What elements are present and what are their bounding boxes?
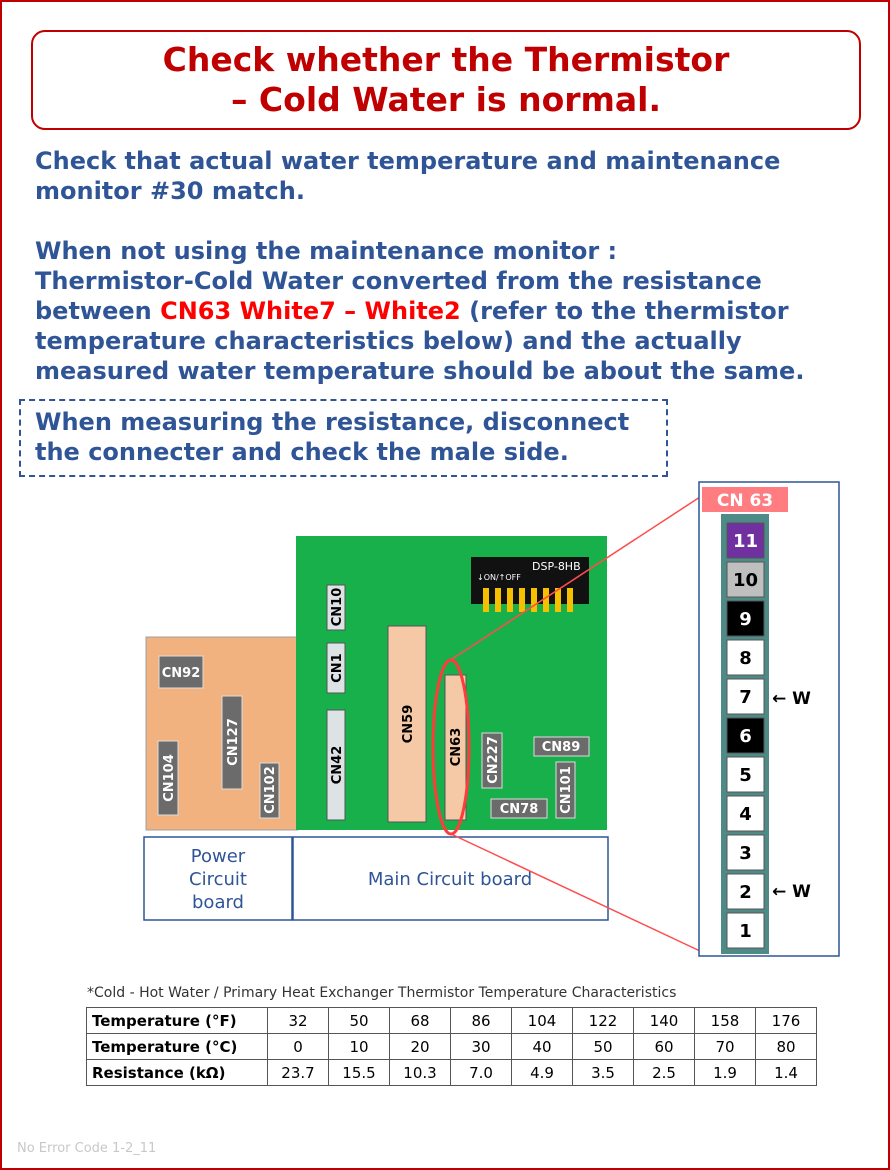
table-cell: 1.9	[695, 1060, 756, 1086]
thermistor-characteristics-table	[86, 1007, 817, 1086]
cn89-label: CN89	[541, 740, 581, 755]
pin-2-label: 2	[739, 882, 752, 903]
table-cell: 4.9	[512, 1060, 573, 1086]
table-cell: 50	[329, 1008, 390, 1034]
cn227-label: CN227	[486, 736, 501, 784]
power-board-label-3: board	[192, 892, 244, 913]
main-board-label: Main Circuit board	[367, 869, 533, 890]
cn101-label: CN101	[559, 766, 574, 814]
row-label: Resistance (kΩ)	[87, 1060, 268, 1086]
cn1-label: CN1	[330, 653, 345, 683]
cn42-label: CN42	[330, 745, 345, 785]
table-cell: 140	[634, 1008, 695, 1034]
table-cell: 70	[695, 1034, 756, 1060]
cn92-label: CN92	[161, 666, 201, 681]
table-row	[87, 1008, 817, 1034]
dip-switch-label: DSP-8HB	[532, 560, 581, 573]
para2-line-1: When not using the maintenance monitor :	[35, 237, 618, 265]
table-caption: *Cold - Hot Water / Primary Heat Exchanger Thermistor Temperature Characteristics	[87, 985, 677, 1001]
cn104-label: CN104	[162, 754, 177, 802]
pin-7-label: 7	[739, 687, 752, 708]
table-cell: 50	[573, 1034, 634, 1060]
title-line-2: – Cold Water is normal.	[230, 80, 662, 119]
para1-line-1: Check that actual water temperature and maintenance	[35, 147, 781, 175]
pin-7-white-mark: ← W	[772, 689, 811, 709]
table-cell: 10.3	[390, 1060, 451, 1086]
table-cell: 68	[390, 1008, 451, 1034]
para1-line-2: monitor #30 match.	[35, 177, 305, 205]
table-cell: 86	[451, 1008, 512, 1034]
cn78-label: CN78	[499, 802, 539, 817]
dip-switch-sublabel: ↓ON/↑OFF	[477, 573, 521, 582]
table-cell: 40	[512, 1034, 573, 1060]
page-footer: No Error Code 1-2_11	[17, 1141, 157, 1156]
pin-8-label: 8	[739, 648, 752, 669]
table-row	[87, 1034, 817, 1060]
row-label: Temperature (°F)	[87, 1008, 268, 1034]
cn102-label: CN102	[263, 766, 278, 814]
table-cell: 7.0	[451, 1060, 512, 1086]
table-cell: 23.7	[268, 1060, 329, 1086]
para2-line-4: temperature characteristics below) and the actually	[35, 327, 742, 355]
power-board-label-2: Circuit	[189, 869, 247, 890]
table-cell: 80	[756, 1034, 817, 1060]
pin-5-label: 5	[739, 765, 752, 786]
connector-pins	[727, 523, 764, 948]
note-line-2: the connecter and check the male side.	[35, 438, 569, 466]
title-line-1: Check whether the Thermistor	[162, 40, 730, 79]
table-cell: 15.5	[329, 1060, 390, 1086]
table-cell: 2.5	[634, 1060, 695, 1086]
table-cell: 176	[756, 1008, 817, 1034]
table-cell: 1.4	[756, 1060, 817, 1086]
pin-9-label: 9	[739, 609, 752, 630]
table-cell: 30	[451, 1034, 512, 1060]
pin-2-white-mark: ← W	[772, 882, 811, 902]
para2-line-3-pre: between	[35, 297, 161, 325]
table-cell: 20	[390, 1034, 451, 1060]
pin-4-label: 4	[739, 804, 752, 825]
cn63-white-highlight: CN63 White7 – White2	[160, 297, 461, 325]
para2-line-2: Thermistor-Cold Water converted from the resistance	[35, 267, 762, 295]
pin-10-label: 10	[732, 570, 759, 591]
note-line-1: When measuring the resistance, disconnect	[35, 408, 630, 436]
pin-1-label: 1	[739, 921, 752, 942]
pin-6-label: 6	[739, 726, 752, 747]
cn59-label: CN59	[401, 704, 416, 744]
para2-line-3-post: (refer to the thermistor	[460, 297, 789, 325]
pin-11-label: 11	[732, 531, 759, 552]
table-cell: 10	[329, 1034, 390, 1060]
table-row	[87, 1060, 817, 1086]
pin-3-label: 3	[739, 843, 752, 864]
power-board-label-1: Power	[190, 846, 246, 867]
cn127-label: CN127	[226, 718, 241, 766]
cn63-label: CN63	[449, 727, 464, 767]
table-cell: 158	[695, 1008, 756, 1034]
table-cell: 3.5	[573, 1060, 634, 1086]
row-label: Temperature (°C)	[87, 1034, 268, 1060]
para2-line-5: measured water temperature should be about the same.	[35, 357, 805, 385]
cn10-label: CN10	[330, 587, 345, 627]
cn63-title: CN 63	[716, 491, 774, 511]
table-cell: 0	[268, 1034, 329, 1060]
table-cell: 32	[268, 1008, 329, 1034]
table-cell: 60	[634, 1034, 695, 1060]
table-cell: 104	[512, 1008, 573, 1034]
table-cell: 122	[573, 1008, 634, 1034]
